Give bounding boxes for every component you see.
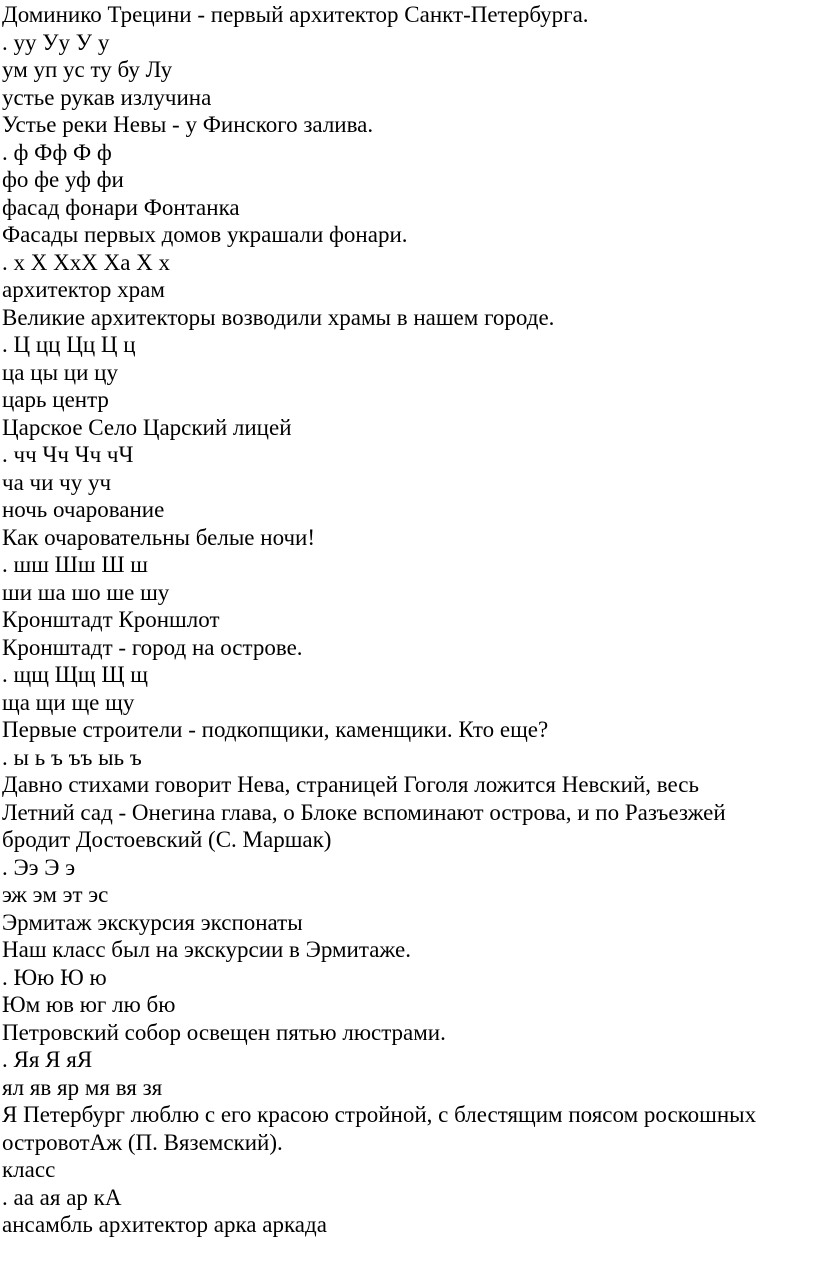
text-line-7: фо фе уф фи [2, 167, 124, 192]
text-line-21: . шш Шш Ш ш [2, 552, 148, 577]
text-line-43: класс [2, 1157, 56, 1182]
text-line-41: Я Петербург люблю с его красою стройной, с блестящим поясом роскошных [2, 1102, 757, 1127]
text-line-23: Кронштадт Кроншлот [2, 607, 220, 632]
text-line-20: Как очаровательны белые ночи! [2, 524, 316, 550]
text-line-26: ща щи ще щу [2, 689, 135, 715]
text-line-22: ши ша шо ше шу [2, 579, 170, 605]
text-line-19: ночь очарование [2, 497, 165, 522]
text-line-25: . щщ Щщ Щ щ [2, 662, 148, 687]
text-line-6: . ф Фф Ф ф [2, 139, 112, 165]
text-line-8: фасад фонари Фонтанка [2, 194, 240, 220]
text-line-42: островотАж (П. Вяземский). [2, 1129, 283, 1155]
text-line-11: архитектор храм [2, 277, 165, 302]
text-line-9: Фасады первых домов украшали фонари. [2, 222, 408, 247]
text-line-32: . Ээ Э э [2, 854, 76, 880]
text-line-45: ансамбль архитектор арка аркада [2, 1212, 327, 1237]
text-line-35: Наш класс был на экскурсии в Эрмитаже. [2, 937, 411, 962]
text-line-33: эж эм эт эс [2, 882, 109, 907]
text-line-4: устье рукав излучина [2, 84, 212, 110]
text-line-37: Юм юв юг лю бю [2, 992, 176, 1017]
text-line-10: . х Х ХхХ Ха Х х [2, 249, 171, 275]
text-line-36: . Юю Ю ю [2, 964, 107, 990]
text-line-1: Доминико Трецини - первый архитектор Санкт-Петербурга. [2, 2, 589, 27]
text-line-44: . аа ая ар кА [2, 1184, 122, 1210]
text-line-27: Первые строители - подкопщики, каменщики. Кто еще? [2, 717, 549, 742]
text-line-12: Великие архитекторы возводили храмы в нашем городе. [2, 304, 555, 330]
text-line-38: Петровский собор освещен пятью люстрами. [2, 1019, 446, 1045]
text-line-16: Царское Село Царский лицей [2, 414, 292, 440]
text-line-15: царь центр [2, 387, 109, 412]
text-line-34: Эрмитаж экскурсия экспонаты [2, 909, 303, 935]
text-line-18: ча чи чу уч [2, 469, 112, 495]
text-line-24: Кронштадт - город на острове. [2, 634, 303, 660]
text-line-31: бродит Достоевский (С. Маршак) [2, 827, 332, 852]
text-line-39: . Яя Я яЯ [2, 1047, 93, 1072]
text-line-17: . чч Чч Чч чЧ [2, 442, 134, 467]
text-line-14: ца цы ци цу [2, 359, 118, 385]
text-line-3: ум уп ус ту бу Лу [2, 57, 173, 82]
text-line-40: ял яв яр мя вя зя [2, 1074, 163, 1100]
text-line-28: . ы ь ъ ъъ ыь ъ [2, 744, 142, 770]
document-body [2, 1, 814, 1239]
text-line-5: Устье реки Невы - у Финского залива. [2, 112, 374, 137]
text-line-2: . уу Уу У у [2, 29, 110, 55]
text-line-30: Летний сад - Онегина глава, о Блоке вспоминают острова, и по Разъезжей [2, 799, 726, 825]
text-line-29: Давно стихами говорит Нева, страницей Гоголя ложится Невский, весь [2, 772, 699, 797]
text-line-13: . Ц цц Цц Ц ц [2, 332, 136, 357]
